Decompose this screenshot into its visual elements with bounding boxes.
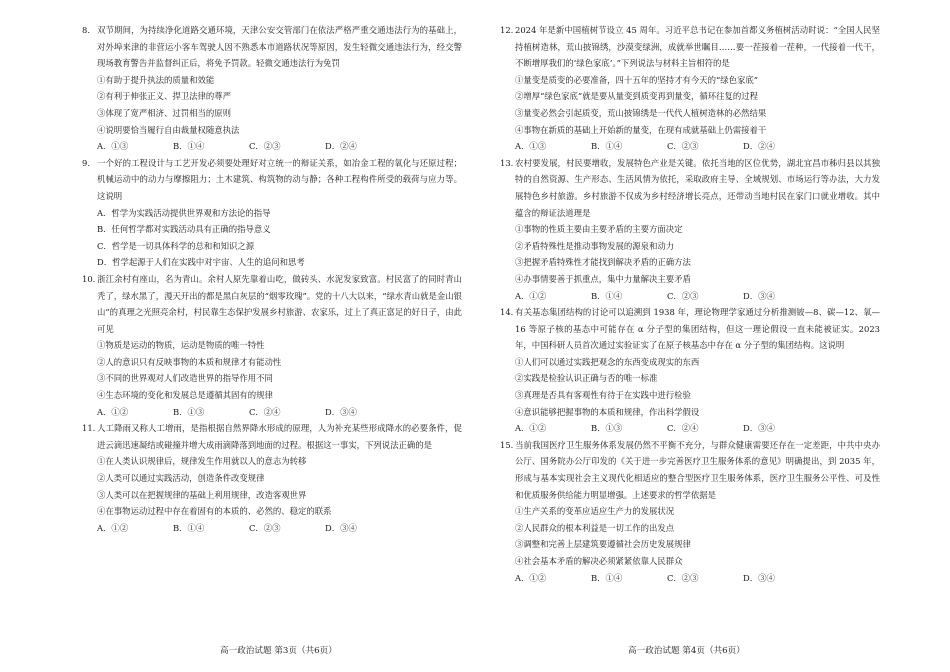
answer-choice: C．②③ [667,572,699,583]
answer-statement: ②实践是检验认识正确与否的唯一标准 [515,373,658,384]
answer-statement: ③体现了宽严相济、过罚相当的原则 [97,107,231,118]
answer-statement: ④说明要恰当履行自由裁量权随意执法 [97,124,240,135]
question-stem [82,155,462,205]
question-11 [82,420,462,536]
answer-statement: ②人类可以通过实践活动，创造条件改变规律 [97,473,265,484]
right-column [500,22,880,586]
answer-choices [82,520,462,537]
question-number: 10. [82,273,96,284]
answer-choice: C．②③ [667,290,699,301]
answer-choice: A．①② [515,572,547,583]
answer-statement: ①生产关系的变革应适应生产力的发展状况 [515,506,675,517]
question-number: 8. [82,25,90,35]
answer-statement: ②矛盾特殊性是推动事物发展的源泉和动力 [515,240,675,251]
answer-statement: ④在事物运动过程中存在着固有的本质的、必然的、稳定的联系 [97,506,332,517]
question-15 [500,437,880,586]
answer-choices [500,288,880,305]
answer-choice: D．③④ [325,522,357,533]
question-text: 双节期间，为持续净化道路交通环境，天津公安交管部门在依法严格严重交通违法行为的基础上，对外埠来津的非营运小客车驾驶人因不熟悉本市道路状况等原因，发生轻微交通违法行为，经交警现场教育警告并监督纠正后，将免予罚款。轻微交通违法行为免罚 [97,25,462,69]
answer-choices [82,138,462,155]
answer-statement: ③量变必然会引起质变，荒山披锦绣是一代代人植树造林的必然结果 [515,107,767,118]
answer-statement: ④事物在新质的基础上开始新的量变，在现有成就基础上仍需接着干 [515,124,767,135]
answer-statement: A．哲学为实践活动提供世界观和方法论的指导 [97,207,271,218]
question-number: 15. [500,439,514,450]
answer-choice: C．②③ [667,141,699,152]
question-number: 11. [82,423,96,434]
answer-choice: B．①④ [173,522,205,533]
answer-choice: B．①③ [591,423,623,434]
answer-statement: ②有利于伸张正义、捍卫法律的尊严 [97,91,231,102]
answer-statement: ④社会基本矛盾的解决必须紧紧依靠人民群众 [515,556,683,566]
answer-choice: D．③④ [743,290,775,301]
question-14 [500,304,880,437]
question-stem [82,22,462,72]
answer-statement: ③真理是否具有客观性有待于在实践中进行检验 [515,390,691,401]
answer-choices [500,138,880,155]
question-12 [500,22,880,155]
answer-statement: ④办事情要善于抓重点，集中力量解决主要矛盾 [515,273,691,284]
answer-statement: ③把握矛盾特殊性才能找到解决矛盾的正确方法 [515,257,691,268]
answer-choice: A．①② [97,522,129,533]
question-text: 人工降雨又称人工增雨，是指根据自然界降水形成的原理，人为补充某些形成降水的必要条件，促进云滴迅速凝结或碰撞并增大成雨滴降落到地面的过程。根据这一事实，下列说法正确的是 [97,423,462,450]
answer-statement: ①事物的性质主要由主要矛盾的主要方面决定 [515,224,683,235]
answer-choice: B．①④ [591,141,623,152]
answer-statement: ④意识能够把握事物的本质和规律，作出科学假设 [515,406,700,417]
answer-choice: A．①③ [97,141,129,152]
question-stem [500,155,880,221]
answer-statement: ③不同的世界观对人们改造世界的指导作用不同 [97,373,273,384]
answer-choice: A．①② [515,290,547,301]
question-text: 当前我国医疗卫生服务体系发展仍然不平衡不充分，与群众健康需要还存在一定差距，中共中央办公厅、国务院办公厅印发的《关于进一步完善医疗卫生服务体系的意见》明确提出，到 2035 年，形成与基本实现社会主义现代化相适应的整合型医疗卫生服务体系，医疗卫生服务公平性、可及性和优质服务供给能力明显增强。上述要求的哲学依据是 [515,439,880,500]
answer-choice: D．③④ [743,423,775,434]
answer-statement: ③人类可以在把握规律的基础上利用规律，改造客观世界 [97,489,307,500]
question-number: 13. [500,157,514,168]
answer-choice: D．③④ [325,406,357,417]
question-stem [500,22,880,72]
answer-statement: B．任何哲学都对实践活动具有正确的指导意义 [97,224,271,235]
answer-statement: ③调整和完善上层建筑要遵循社会历史发展规律 [515,539,691,550]
question-stem [82,420,462,453]
question-text: 农村要发展，村民要增收，发展特色产业是关键。依托当地的区位优势，湖北宜昌市秭归县以其独特的自然资源、生产形态、生活风情为依托，采取政府主导、全域规划、市场运行等办法，大力发展特色乡村旅游。乡村旅游不仅成为乡村经济增长亮点，还带动当地村民在家门口就业增收。其中蕴含的辩证法道理是 [515,157,880,218]
answer-statement: ①在人类认识规律后，规律发生作用就以人的意志为转移 [97,456,307,467]
question-number: 12. [500,25,514,35]
answer-choice: D．②④ [743,141,775,152]
question-stem [500,304,880,354]
answer-choice: B．①④ [591,572,623,583]
answer-choice: C．②④ [667,423,699,434]
answer-choice: C．②④ [249,406,281,417]
question-number: 9. [82,157,90,168]
answer-statement: ②人民群众的根本利益是一切工作的出发点 [515,522,675,533]
left-column [82,22,462,536]
answer-statement: ①量变是质变的必要准备，四十五年的坚持才有今天的“绿色家底” [515,74,759,85]
answer-statement: D．哲学起源于人们在实践中对宇宙、人生的追问和思考 [97,257,305,268]
question-8 [82,22,462,155]
page-footer-left: 高一政治试题 第3页（共6页） [220,646,337,656]
answer-choice: B．①④ [173,141,205,152]
answer-choice: C．②③ [249,141,281,152]
answer-statement: ④生态环境的变化和发展总是遵循其固有的规律 [97,390,273,401]
question-text: 浙江余村有座山，名为青山。余村人原先靠着山吃，做砖头、水泥发家致富。村民富了的同时青山秃了，绿水黑了，漫天开出的都是黑白灰层的“烟零玫瑰”。党的十八大以来，“绿水青山就是金山银山”的真理之光照亮余村，村民靠生态保护发展乡村旅游、农家乐，过上了真正富足的好日子，由此可见 [97,273,462,334]
answer-choice: D．②④ [325,141,357,152]
question-stem [500,437,880,503]
question-text: 一个好的工程设计与工艺开发必须要处理好对立统一的辩证关系，如冶金工程的氧化与还原过程；机械运动中的动力与摩擦阻力；土木建筑、构筑物的动与静；各种工程构件所受的载荷与应力等。这说明 [97,157,462,201]
answer-choice: C．②③ [249,522,281,533]
answer-statement: ②增厚“绿色家底”就是要从量变到质变再到量变，循环往复的过程 [515,91,759,102]
question-text: 有关基态集团结构的讨论可以追溯到 1938 年，理论物理学家通过分析推测铍—8、碳—12、氧—16 等原子核的基态中可能存在 α 分子型的集团结构，但这一理论假设一直未能被证实。2023 年，中国科研人员首次通过实验证实了在原子核基态中存在 α 分子型的集团结构。这说明 [515,307,880,351]
question-text: 2024 年是新中国植树节设立 45 周年。习近平总书记在参加首都义务植树活动时说：“全国人民坚持植树造林，荒山披锦绣，沙漠变绿洲，成就举世瞩目……要一茬接着一茬种，一代接着一代干，不断增厚我们的‘绿色家底’。”下列说法与材料主旨相符的是 [515,25,880,69]
page-footer-right: 高一政治试题 第4页（共6页） [628,646,745,656]
answer-choice: A．①② [515,423,547,434]
answer-choice: B．①④ [591,290,623,301]
answer-choices [500,420,880,437]
answer-choice: B．①③ [173,406,205,417]
answer-statement: ①物质是运动的物质，运动是物质的唯一特性 [97,340,265,351]
answer-statement: ①人们可以通过实践把观念的东西变成现实的东西 [515,356,700,367]
answer-statement: C．哲学是一切具体科学的总和和知识之源 [97,240,255,251]
answer-choice: A．①③ [515,141,547,152]
question-9 [82,155,462,271]
answer-choices [500,570,880,587]
question-10 [82,271,462,420]
answer-choice: A．①② [97,406,129,417]
answer-choices [82,404,462,421]
question-stem [82,271,462,337]
question-number: 14. [500,307,514,318]
answer-statement: ①有助于提升执法的质量和效能 [97,74,215,85]
answer-statement: ②人的意识只有反映事物的本质和规律才有能动性 [97,356,282,367]
answer-choice: D．③④ [743,572,775,583]
question-13 [500,155,880,304]
